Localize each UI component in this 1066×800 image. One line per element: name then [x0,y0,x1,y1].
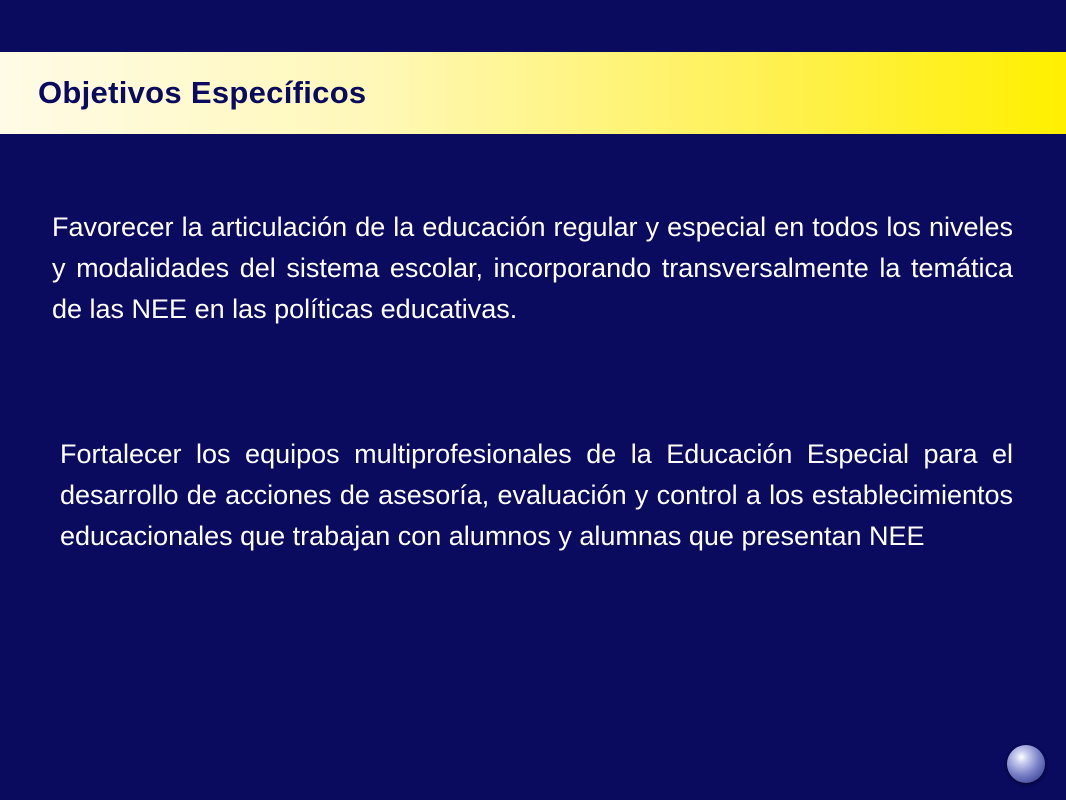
slide-title: Objetivos Específicos [38,75,367,110]
title-band [0,52,1066,134]
sphere-button-icon[interactable] [1007,745,1045,783]
objective-paragraph-1: Favorecer la articulación de la educación regular y especial en todos los niveles y modalidades del sistema escolar, incorporando transversalmente la temática de las NEE en las políticas educativas. [52,212,1013,324]
objective-paragraph-2: Fortalecer los equipos multiprofesionales de la Educación Especial para el desarrollo de acciones de asesoría, evaluación y control a los establecimientos educacionales que trabajan con alumnos y alumnas que presentan NEE [60,439,1013,551]
